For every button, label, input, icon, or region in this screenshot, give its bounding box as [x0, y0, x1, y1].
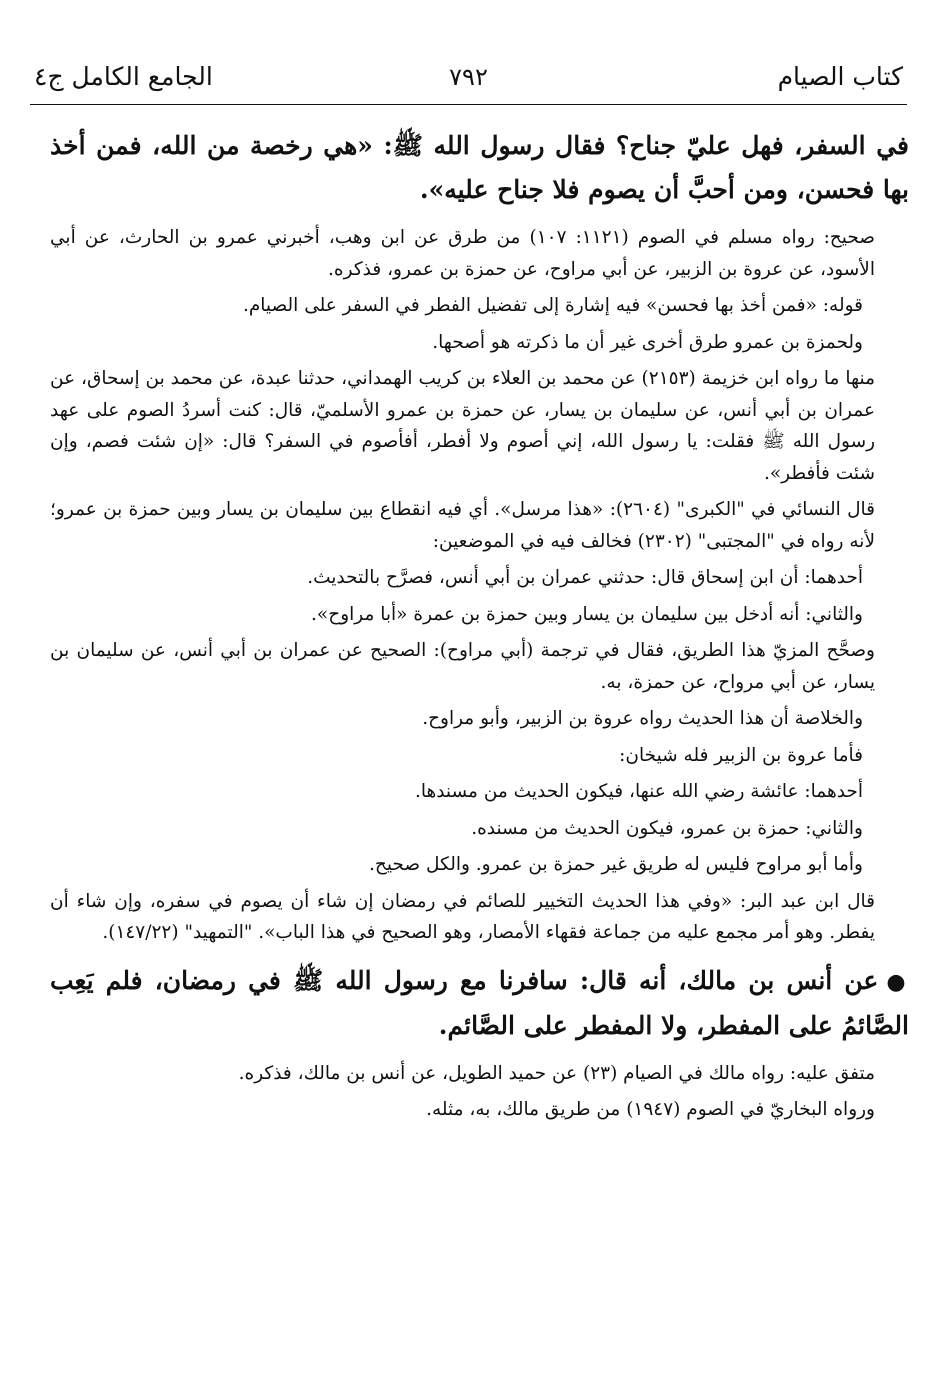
commentary-note: والثاني: حمزة بن عمرو، فيكون الحديث من مسنده. — [471, 817, 863, 839]
hadith-text — [50, 959, 909, 1048]
book-title: كتاب الصيام — [777, 62, 903, 91]
commentary-note: قال النسائي في "الكبرى" (٢٦٠٤): «هذا مرسل». أي فيه انقطاع بين سليمان بن يسار وبين حمزة بن عمرو؛ لأنه رواه في "المجتبى" (٢٣٠٢) فخالف فيه في الموضعين: — [50, 499, 875, 552]
page-number: ٧٩٢ — [449, 63, 488, 91]
commentary-note: وصحَّح المزيّ هذا الطريق، فقال في ترجمة (أبي مراوح): الصحيح عن عمران بن أبي أنس، عن سليمان بن يسار، عن أبي مرواح، عن حمزة، به. — [50, 640, 875, 693]
running-header — [30, 60, 907, 105]
commentary-note: قوله: «فمن أخذ بها فحسن» فيه إشارة إلى تفضيل الفطر في السفر على الصيام. — [242, 295, 863, 316]
page-body — [50, 124, 909, 1126]
hadith-body: عن أنس بن مالك، أنه قال: سافرنا مع رسول الله ﷺ في رمضان، فلم يَعِب الصَّائمُ على المفطر، ولا المفطر على الصَّائم. — [50, 965, 909, 1040]
commentary-note: أحدهما: أن ابن إسحاق قال: حدثني عمران بن أبي أنس، فصرَّح بالتحديث. — [307, 567, 863, 588]
takhrij-note: ورواه البخاريّ في الصوم (١٩٤٧) من طريق مالك، به، مثله. — [426, 1099, 875, 1120]
commentary-note: فأما عروة بن الزبير فله شيخان: — [619, 744, 863, 766]
commentary-note: ولحمزة بن عمرو طرق أخرى غير أن ما ذكرته هو أصحها. — [432, 331, 863, 353]
commentary-note: أحدهما: عائشة رضي الله عنها، فيكون الحديث من مسندها. — [414, 781, 863, 802]
hadith-text: في السفر، فهل عليّ جناح؟ فقال رسول الله ﷺ: «هي رخصة من الله، فمن أخذ بها فحسن، ومن أحبَّ أن يصوم فلا جناح عليه». — [50, 131, 909, 204]
commentary-note: والثاني: أنه أدخل بين سليمان بن يسار وبين حمزة بن عمرة «أبا مراوح». — [311, 603, 863, 625]
commentary-note: وأما أبو مراوح فليس له طريق غير حمزة بن عمرو. والكل صحيح. — [369, 854, 863, 875]
takhrij-note: صحيح: رواه مسلم في الصوم (١١٢١: ١٠٧) من طرق عن ابن وهب، أخبرني عمرو بن الحارث، عن أبي الأسود، عن عروة بن الزبير، عن أبي مراوح، عن حمزة بن عمرو، فذكره. — [50, 227, 875, 280]
bullet-icon: ● — [886, 968, 909, 995]
series-title: الجامع الكامل ج٤ — [34, 62, 213, 91]
commentary-note: منها ما رواه ابن خزيمة (٢١٥٣) عن محمد بن العلاء بن كريب الهمداني، حدثنا عبدة، عن محمد بن إسحاق، عن عمران بن أبي أنس، عن سليمان بن يسار، عن حمزة بن عمرو الأسلميّ، قال: كنت أسردُ الصوم على عهد رسول الله ﷺ فقلت: يا رسول الله، إني أصوم ولا أفطر، أفأصوم في السفر؟ قال: «إن شئت فصم، وإن شئت فأفطر». — [50, 368, 875, 484]
commentary-note: والخلاصة أن هذا الحديث رواه عروة بن الزبير، وأبو مراوح. — [422, 708, 863, 729]
commentary-note: قال ابن عبد البر: «وفي هذا الحديث التخيير للصائم في رمضان إن شاء أن يصوم في سفره، وإن شاء أن يفطر. وهو أمر مجمع عليه من جماعة فقهاء الأمصار، وهو الصحيح في هذا الباب». "التمهيد" (١٤٧/٢٢). — [50, 890, 875, 943]
takhrij-note: متفق عليه: رواه مالك في الصيام (٢٣) عن حميد الطويل، عن أنس بن مالك، فذكره. — [238, 1062, 875, 1084]
